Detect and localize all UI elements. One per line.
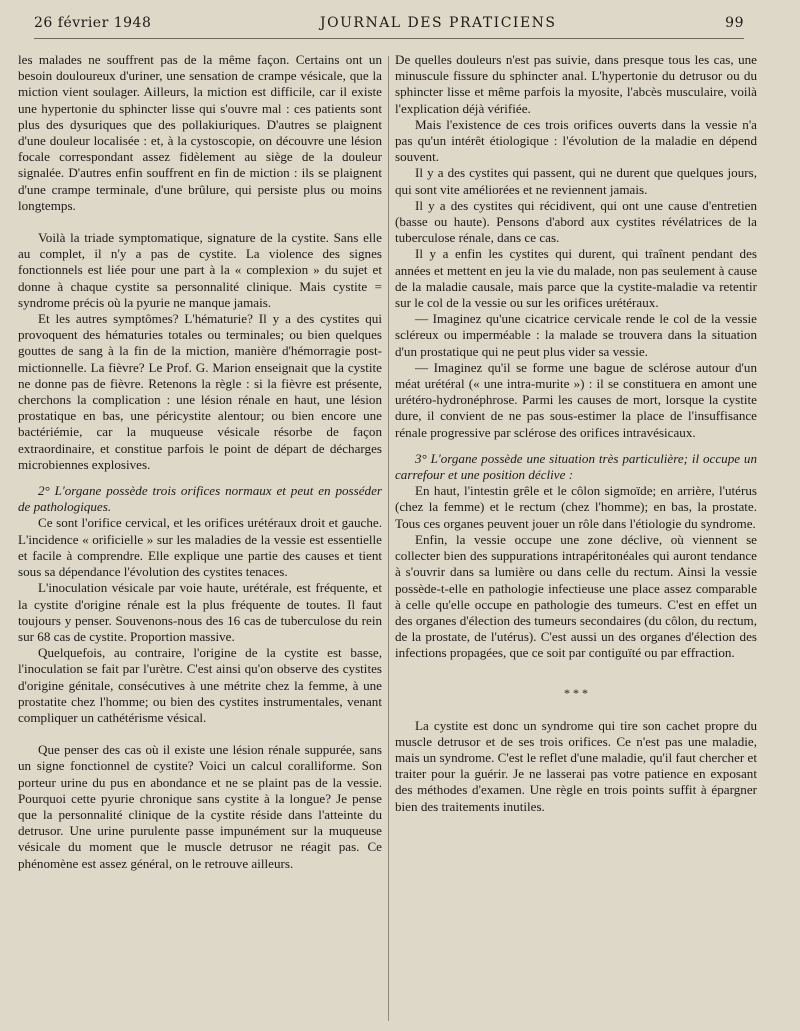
right-column (395, 52, 757, 1025)
paragraph: — Imaginez qu'une cicatrice cervicale rende le col de la vessie scléreux ou imperméable : la malade se trouvera dans la situation d'un prostatique qui ne peut plus vider sa vessie. (395, 311, 757, 359)
paragraph: Voilà la triade symptomatique, signature de la cystite. Sans elle au complet, il n'y a pas de cystite. La violence des signes fonctionnels est liée pour une part à la « complexion » du sujet et donne à chaque cystite sa personnalité clinique. Mais cystite = syndrome précis où la pyurie ne manque jamais. (18, 230, 382, 310)
paragraph: Quelquefois, au contraire, l'origine de la cystite est basse, l'inoculation se fait par l'urètre. C'est ainsi qu'on observe des cystites d'origine génitale, consécutives à une métrite chez la femme, à une prostatite chez l'homme; ou bien des cystites instrumentales, venant compliquer un cathétérisme vésical. (18, 645, 382, 725)
paragraph: Enfin, la vessie occupe une zone déclive, où viennent se collecter bien des suppurations intrapéritonéales qui auront tendance à s'ouvrir dans sa lumière ou dans celle du rectum. Ainsi la vessie possède-t-elle en pathologie infectieuse une place assez comparable à celle qu'elle occupe en pathologie des tumeurs. C'est en effet un des organes d'élection des tumeurs secondaires (du côlon, du rectum, de la prostate, de l'utérus). C'est aussi un des organes d'élection des infections propagées, que ce soit par contiguïté ou par effraction. (395, 531, 757, 661)
paragraph: L'inoculation vésicale par voie haute, urétérale, est fréquente, et la cystite d'origine rénale est la plus fréquente de toutes. Il faut toujours y penser. Souvenons-nous des 16 cas de tuberculose du rein sur 68 cas de cystite. Proportion massive. (18, 580, 382, 644)
paragraph: Ce sont l'orifice cervical, et les orifices urétéraux droit et gauche. L'incidence « orificielle » sur les maladies de la vessie est essentielle et facile à comprendre. Elle explique une partie des causes et tient sous sa dépendance l'évolution des cystites tenaces. (18, 515, 382, 580)
paragraph: Il y a des cystites qui récidivent, qui ont une cause d'entretien (basse ou haute). Pensons d'abord aux cystites révélatrices de la tuberculose rénale, dans ce cas. (395, 197, 757, 246)
page-number: 99 (725, 15, 744, 31)
paragraph: — Imaginez qu'il se forme une bague de sclérose autour d'un méat urétéral (« une intra-murite ») : il se constituera en amont une urétéro-hydronéphrose. Parmi les causes de mort, lorsque la cystite dure, il convient de ne pas sous-estimer la place de l'insuffisance rénale progressive par sclérose des orifices intravésicaux. (395, 359, 757, 440)
asterism-separator: * * * (564, 685, 588, 700)
paragraph: Mais l'existence de ces trois orifices ouverts dans la vessie n'a pas qu'un intérêt étiologique : l'évolution de la maladie en dépend souvent. (395, 116, 757, 165)
paragraph: Il y a des cystites qui passent, qui ne durent que quelques jours, qui sont vite améliorées et ne reviennent jamais. (395, 165, 757, 197)
paragraph: En haut, l'intestin grêle et le côlon sigmoïde; en arrière, l'utérus (chez la femme) et le rectum (chez l'homme); en bas, la prostate. Tous ces organes peuvent jouer un rôle dans l'étiologie du syndrome. (395, 483, 757, 531)
paragraph: La cystite est donc un syndrome qui tire son cachet propre du muscle detrusor et de ses trois orifices. Ce n'est pas une maladie, mais un syndrome. C'est le reflet d'une maladie, qu'il faut chercher et traiter pour la guérir. Je ne lasserai pas votre patience en exposant des méthodes d'examen. Une règle en trois points suffit à épargner bien des traitements inutiles. (395, 717, 757, 814)
issue-date: 26 février 1948 (34, 15, 152, 31)
left-column (18, 52, 382, 1025)
page-header (34, 8, 744, 39)
section-heading: 3° L'organe possède une situation très particulière; il occupe un carrefour et une position déclive : (395, 450, 757, 483)
paragraph: Et les autres symptômes? L'hématurie? Il y a des cystites qui provoquent des hématuries totales ou terminales; ou bien quelques gouttes de sang à la fin de la miction, manière d'hémorragie post-mictionnelle. La fièvre? Le Prof. G. Marion enseignait que la cystite ne donne pas de fièvre. Retenons la règle : si la fièvre est présente, cherchons la complication : une lésion rénale en haut, une lésion prostatique en bas, une péricystite alentour; ou bien encore une bactériémie, car la muqueuse vésicale résorbe de façon extraordinaire, et constitue parfois le point de départ de décharges microbiennes explosives. (18, 311, 382, 472)
section-heading: 2° L'organe possède trois orifices normaux et peut en posséder de pathologiques. (18, 483, 382, 515)
paragraph: Que penser des cas où il existe une lésion rénale suppurée, sans un signe fonctionnel de cystite? Voici un calcul coralliforme. Son porteur urine du pus en abondance et ne se plaint pas de la vessie. Pourquoi cette pyurie chronique sans cystite à la longue? Je pense que la personnalité clinique de la cystite réside dans l'atteinte du detrusor. Une urine purulente passe impunément sur la muqueuse vésicale du moment que le muscle detrusor ne réagit pas. Ce phénomène est assez général, on le retrouve ailleurs. (18, 742, 382, 871)
paragraph: De quelles douleurs n'est pas suivie, dans presque tous les cas, une minuscule fissure du sphincter anal. L'hypertonie du detrusor ou du sphincter lisse et même parfois la myosite, l'abcès musculaire, voilà l'explication déjà vérifiée. (395, 52, 757, 116)
column-divider (388, 56, 389, 1021)
paragraph: Il y a enfin les cystites qui durent, qui traînent pendant des années et mettent en jeu la vie du malade, non pas seulement à cause de la maladie causale, mais parce que la cystite-maladie va retentir sur le col de la vessie ou sur les orifices urétéraux. (395, 246, 757, 311)
journal-title: JOURNAL DES PRATICIENS (320, 15, 557, 31)
paragraph: les malades ne souffrent pas de la même façon. Certains ont un besoin douloureux d'uriner, une sensation de crampe vésicale, que la miction vient soulager. Ailleurs, la miction est difficile, car il existe une hypertonie du sphincter lisse qui s'ouvre mal : ces patients sont plus des dysuriques que des pollakiuriques. D'autres se plaignent d'une douleur localisée : et, à la cystoscopie, on découvre une lésion focale correspondant assez fidèlement au siège de la douleur signalée. D'autres enfin souffrent en fin de miction : ils se plaignent d'une crampe terminale, d'une brûlure, qui persiste plus ou moins longtemps. (18, 52, 382, 213)
